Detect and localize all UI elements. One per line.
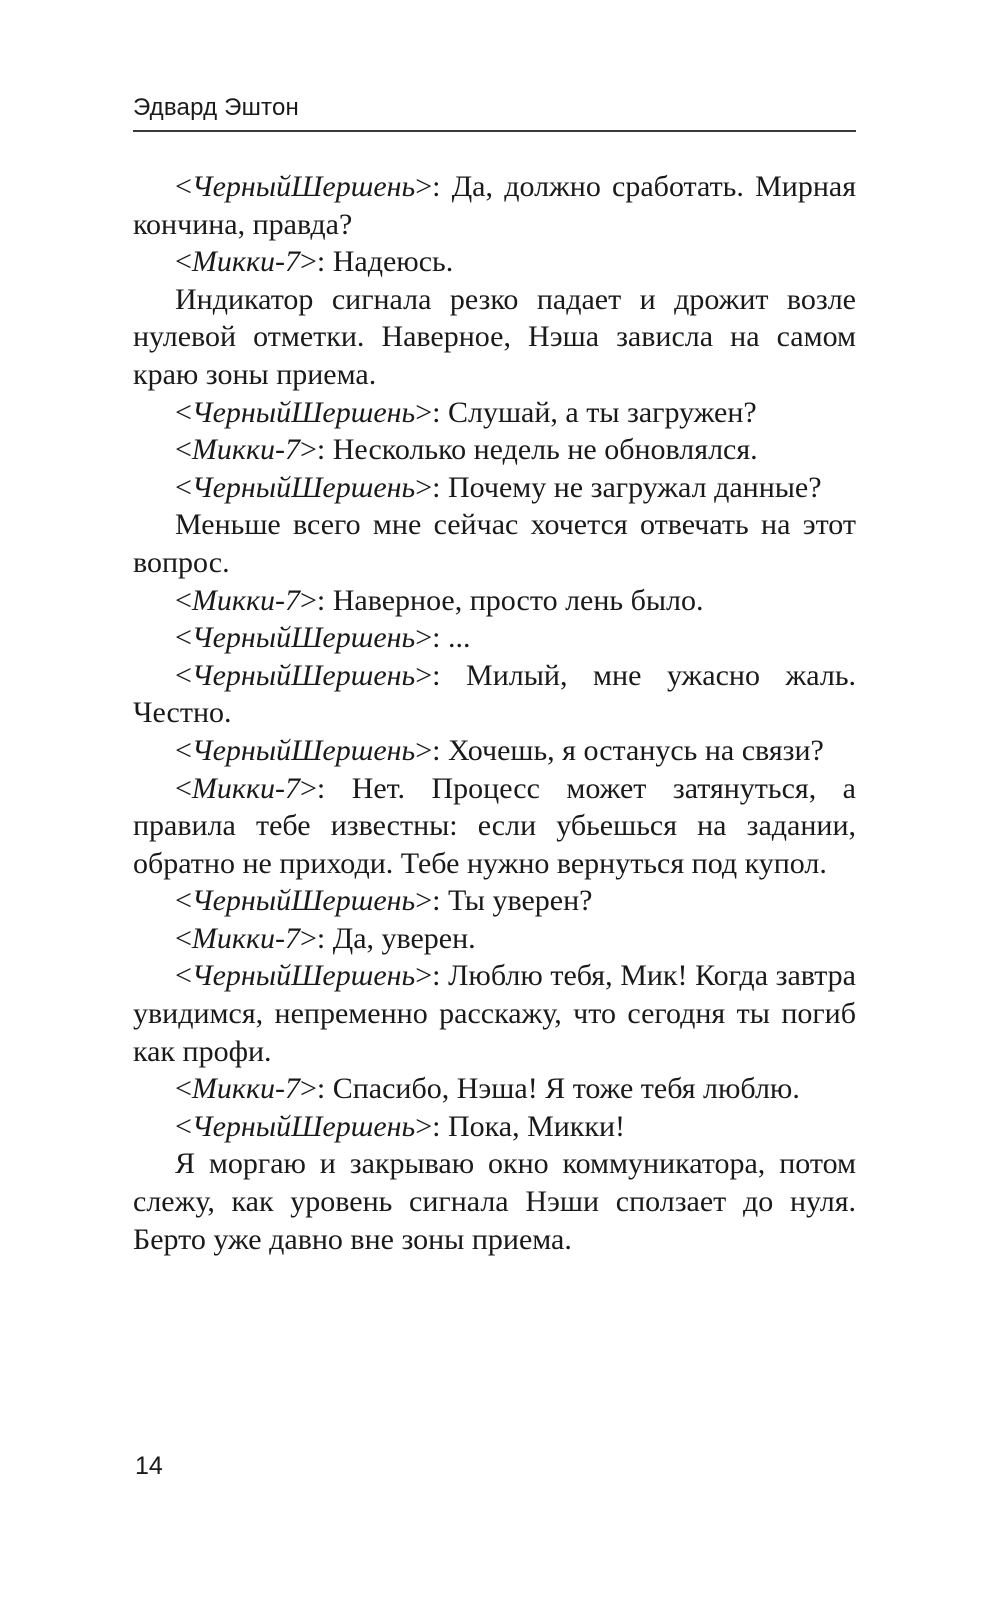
page-number: 14 [135,1452,163,1480]
paragraph-text: : Хочешь, я останусь на связи? [432,733,824,767]
paragraph-text: : Да, должно сработать. Мирная кончина, правда? [133,170,856,241]
narration-paragraph [133,506,856,581]
speaker-name: Микки-7 [191,1072,300,1106]
dialogue-line: <ЧерныйШершень>: Хочешь, я останусь на связи? [175,733,824,767]
paragraph-text: : Ты уверен? [432,884,593,918]
speaker-name: ЧерныйШершень [191,1109,416,1143]
paragraph-text: : Слушай, а ты загружен? [432,395,757,429]
dialogue-line: <ЧерныйШершень>: Ты уверен? [175,884,593,918]
paragraph-text: Индикатор сигнала резко падает и дрожит возле нулевой отметки. Наверное, Нэша зависла на самом краю зоны приема. [133,282,856,391]
running-head-author: Эдвард Эштон [133,94,299,121]
paragraph-text: : Несколько недель не обновлялся. [316,433,758,467]
dialogue-line: <ЧерныйШершень>: Милый, мне ужасно жаль. Честно. [133,658,856,730]
dialogue-line: <ЧерныйШершень>: ... [175,621,471,655]
paragraph-text: : Пока, Микки! [432,1109,626,1143]
paragraph-text: : Да, уверен. [316,921,476,955]
body-text [133,168,856,1258]
speaker-name: ЧерныйШершень [191,621,416,655]
paragraph-text: Меньше всего мне сейчас хочется отвечать на этот вопрос. [133,508,856,579]
paragraph-text: : Надеюсь. [316,245,454,279]
dialogue-line: <ЧерныйШершень>: Слушай, а ты загружен? [175,395,757,429]
paragraph-text: : Почему не загружал данные? [432,470,822,504]
speaker-name: Микки-7 [191,583,300,617]
speaker-name: ЧерныйШершень [191,395,416,429]
dialogue-line: <Микки-7>: Надеюсь. [175,245,454,279]
narration-paragraph [133,281,856,394]
paragraph-text: : Спасибо, Нэша! Я тоже тебя люблю. [316,1072,800,1106]
paragraph-text: : Люблю тебя, Мик! Когда завтра увидимся, непременно расскажу, что сегодня ты погиб как профи. [133,959,856,1068]
dialogue-line: <Микки-7>: Несколько недель не обновлялся. [175,433,758,467]
dialogue-line: <Микки-7>: Да, уверен. [175,921,476,955]
dialogue-line: <ЧерныйШершень>: Пока, Микки! [175,1109,626,1143]
dialogue-line: <ЧерныйШершень>: Да, должно сработать. Мирная кончина, правда? [133,170,856,241]
speaker-name: ЧерныйШершень [191,170,416,203]
header-rule [133,130,856,132]
narration-paragraph [133,1145,856,1258]
speaker-name: Микки-7 [191,771,300,805]
paragraph-text: : Нет. Процесс может затянуться, а правила тебе известны: если убьешься на задании, обратно не приходи. Тебе нужно вернуться под купол. [133,771,856,880]
speaker-name: Микки-7 [191,245,300,279]
paragraph-text: : ... [432,621,471,655]
paragraph-text: Я моргаю и закрываю окно коммуникатора, потом слежу, как уровень сигнала Нэши сползает до нуля. Берто уже давно вне зоны приема. [133,1147,856,1256]
speaker-name: ЧерныйШершень [191,733,416,767]
dialogue-line: <ЧерныйШершень>: Люблю тебя, Мик! Когда завтра увидимся, непременно расскажу, что сегодня ты погиб как профи. [133,959,856,1068]
speaker-name: ЧерныйШершень [191,959,416,993]
dialogue-line: <Микки-7>: Спасибо, Нэша! Я тоже тебя люблю. [175,1072,800,1106]
dialogue-line: <Микки-7>: Наверное, просто лень было. [175,583,704,617]
dialogue-line: <Микки-7>: Нет. Процесс может затянуться, а правила тебе известны: если убьешься на задании, обратно не приходи. Тебе нужно вернуться под купол. [133,771,856,880]
speaker-name: ЧерныйШершень [191,884,416,918]
paragraph-text: : Милый, мне ужасно жаль. Честно. [133,658,856,730]
speaker-name: ЧерныйШершень [191,470,416,504]
speaker-name: ЧерныйШершень [191,658,416,692]
paragraph-text: : Наверное, просто лень было. [316,583,704,617]
speaker-name: Микки-7 [191,921,300,955]
dialogue-line: <ЧерныйШершень>: Почему не загружал данные? [175,470,822,504]
speaker-name: Микки-7 [191,433,300,467]
